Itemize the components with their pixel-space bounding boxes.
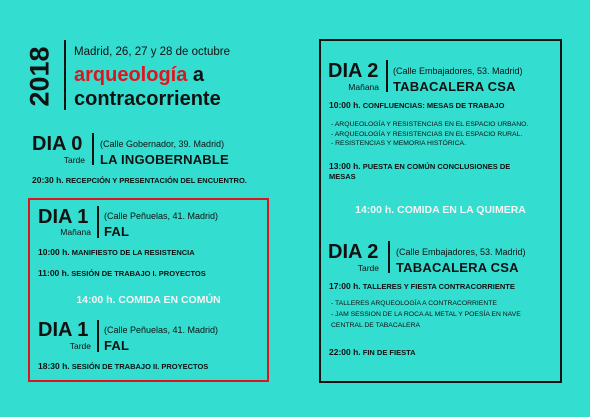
header-divider	[64, 40, 66, 110]
list-item: - ARQUEOLOGÍA Y RESISTENCIAS EN EL ESPACIO URBANO.	[331, 121, 529, 128]
day1-afternoon-label: DIA 1	[38, 319, 89, 341]
day0-label: DIA 0	[32, 133, 83, 155]
day2-morning-address: (Calle Embajadores, 53. Madrid)	[393, 66, 523, 76]
day0-event-text: RECEPCIÓN Y PRESENTACIÓN DEL ENCUENTRO.	[65, 176, 247, 185]
day2-event-2-time: 13:00 h.	[329, 161, 361, 171]
day2-event-1-text: CONFLUENCIAS: MESAS DE TRABAJO	[362, 101, 505, 110]
day0-venue: LA INGOBERNABLE	[100, 152, 229, 167]
day2-afternoon-divider	[388, 241, 390, 273]
day1-event-1-time: 10:00 h.	[38, 247, 70, 257]
day2-event-2	[329, 161, 510, 182]
list-item: - ARQUEOLOGÍA Y RESISTENCIAS EN EL ESPACIO RURAL.	[331, 130, 523, 138]
list-item: - TALLERES ARQUEOLOGÍA A CONTRACORRIENTE	[331, 300, 497, 307]
title-connector: a	[192, 64, 205, 86]
title-highlight: arqueología	[74, 64, 188, 86]
day1-event-2-time: 11:00 h.	[38, 268, 70, 278]
day2-afternoon-event-2-time: 22:00 h.	[329, 347, 361, 357]
day1-meal: 14:00 h. COMIDA EN COMÚN	[76, 294, 221, 306]
day2-afternoon-event-2-text: FIN DE FIESTA	[362, 348, 416, 357]
day2-afternoon-venue: TABACALERA CSA	[396, 260, 519, 275]
day2-morning-list	[331, 120, 528, 149]
day2-morning-period: Mañana	[348, 82, 379, 92]
day2-event-2-text-line2: MESAS	[329, 172, 356, 181]
day2-afternoon-event-2	[329, 347, 416, 357]
day2-afternoon-event	[329, 281, 515, 291]
day1-event-2-text: SESIÓN DE TRABAJO I. PROYECTOS	[71, 269, 206, 278]
day1-afternoon-address: (Calle Peñuelas, 41. Madrid)	[104, 325, 219, 335]
event-title-line1	[74, 64, 204, 86]
list-item: - RESISTENCIAS Y MEMORIA HISTÓRICA.	[331, 140, 466, 147]
day2-afternoon-list	[331, 298, 521, 331]
year-label: 2018	[24, 45, 55, 107]
event-title-line2: contracorriente	[74, 88, 221, 110]
day2-event-2-text-line1: PUESTA EN COMÚN CONCLUSIONES DE	[362, 162, 511, 171]
day2-afternoon-address: (Calle Embajadores, 53. Madrid)	[396, 247, 526, 257]
day1-event-1	[38, 247, 195, 257]
day1-morning-venue: FAL	[104, 224, 130, 239]
day2-afternoon-event-text: TALLERES Y FIESTA CONTRACORRIENTE	[362, 282, 515, 291]
day1-morning-address: (Calle Peñuelas, 41. Madrid)	[104, 211, 219, 221]
list-item: CENTRAL DE TABACALERA	[331, 322, 421, 329]
day0-period: Tarde	[63, 155, 85, 165]
day2-morning-label: DIA 2	[328, 60, 379, 82]
event-dates: Madrid, 26, 27 y 28 de octubre	[74, 46, 230, 58]
day2-event-1	[329, 100, 504, 110]
day0-event	[32, 175, 247, 185]
day1-event-2	[38, 268, 206, 278]
day1-morning-period: Mañana	[60, 227, 91, 237]
day2-afternoon-period: Tarde	[357, 263, 379, 273]
day2-morning-divider	[386, 60, 388, 92]
day1-afternoon-period: Tarde	[69, 341, 91, 351]
day2-afternoon-event-time: 17:00 h.	[329, 281, 361, 291]
day1-afternoon-event	[38, 361, 208, 371]
day1-afternoon-venue: FAL	[104, 338, 130, 353]
day1-event-1-text: MANIFIESTO DE LA RESISTENCIA	[71, 248, 195, 257]
day0-address: (Calle Gobernador, 39. Madrid)	[100, 139, 225, 149]
list-item: - JAM SESSION DE LA ROCA AL METAL Y POESÍA EN NAVE	[331, 311, 521, 318]
day0-event-time: 20:30 h.	[32, 175, 64, 185]
day1-afternoon-divider	[97, 320, 99, 352]
day2-afternoon-label: DIA 2	[328, 241, 379, 263]
day2-event-1-time: 10:00 h.	[329, 100, 361, 110]
day1-morning-divider	[97, 206, 99, 238]
day0-divider	[92, 133, 94, 165]
day2-morning-venue: TABACALERA CSA	[393, 79, 516, 94]
day2-meal: 14:00 h. COMIDA EN LA QUIMERA	[355, 204, 526, 216]
day1-morning-label: DIA 1	[38, 206, 89, 228]
day1-afternoon-event-text: SESIÓN DE TRABAJO II. PROYECTOS	[71, 362, 209, 371]
day1-afternoon-event-time: 18:30 h.	[38, 361, 70, 371]
